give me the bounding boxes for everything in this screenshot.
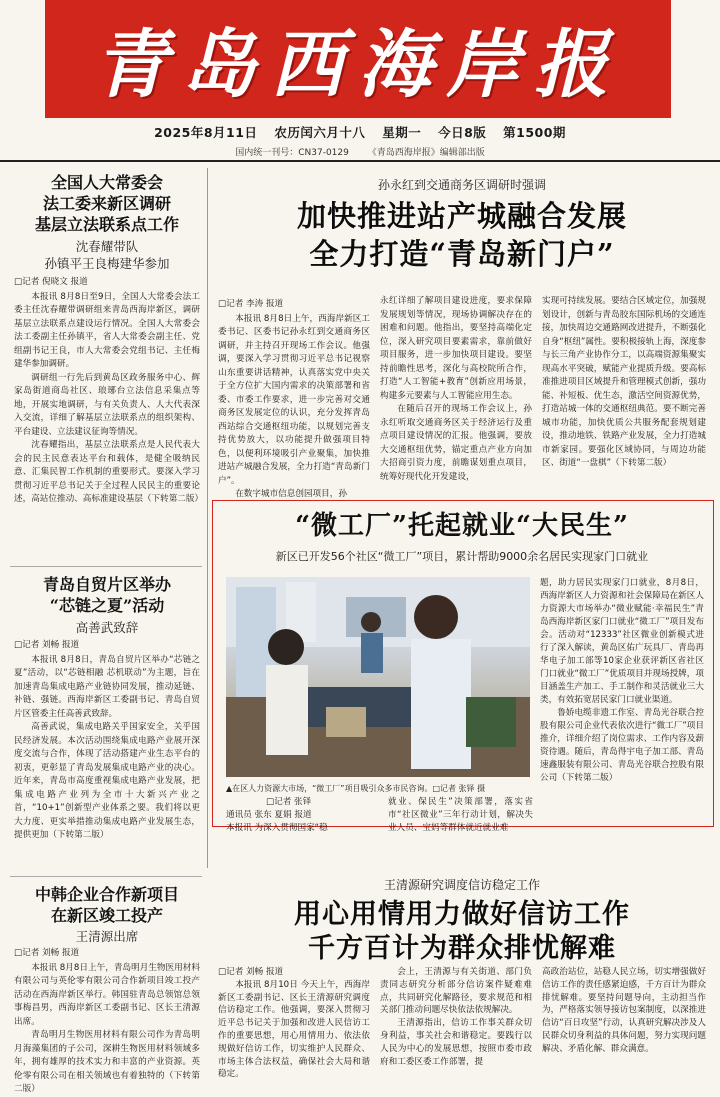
box-subheadline: 新区已开发56个社区“微工厂”项目，累计帮助9000余名居民实现家门口就业 [275, 550, 649, 563]
byline: □记者 李涛 报道 [218, 299, 284, 309]
paragraph: 本报讯 8月8日上午，青岛明月生物医用材料有限公司与英伦零有限公司合作新项目竣工投产活动在西海岸新区举行。韩国驻青岛总领馆总领事梅昌男，西海岸新区工委副书记、区长王清源出席。 [14, 962, 200, 1027]
bottom-headline: 用心用情用力做好信访工作 [294, 899, 630, 930]
publisher: 《青岛西海岸报》编辑部出版 [367, 148, 485, 158]
byline: □记者 刘畅 报道 [14, 948, 80, 958]
lead-column-1 [218, 295, 370, 502]
paragraph: 本报讯 8月8日，青岛自贸片区举办“芯链之夏”活动，以“芯链相融 芯机联动”为主题，旨在加速青岛集成电路产业链协同发展，推动延链、补链、强链。西海岸新区工委副书记、青岛自贸片区管委主任高善武致辞。 [14, 654, 200, 719]
paragraph: 王清源指出，信访工作事关群众切身利益，事关社会和谐稳定。要践行以人民为中心的发展思想，按照市委市政府和工委区委工作部署，提 [380, 1018, 532, 1067]
headline: 在新区竣工投产 [50, 906, 163, 925]
issue-date: 2025年8月11日 [154, 125, 258, 140]
paragraph: 本报讯 8月10日 今天上午，西海岸新区工委副书记、区长王清源研究调度信访稳定工作。他强调，要深入贯彻习近平总书记关于加强和改进人民信访工作的重要思想，用心用情用力、依法依规做好信访工作，切实维护人民群众、市场主体合法权益，确保社会大局和谐稳定。 [218, 979, 370, 1080]
header-rule [0, 160, 720, 162]
left-story-ftz [14, 574, 200, 843]
lead-column-3 [542, 295, 706, 471]
issue-number: 第1500期 [503, 125, 566, 140]
credit-correspondent: 通讯员 张东 夏娟 报道 [226, 810, 312, 820]
byline: □记者 倪晓文 报道 [14, 277, 88, 287]
paragraph: 青岛明月生物医用材料有限公司作为青岛明月海藻集团的子公司，深耕生物医用材料领域多年，拥有雄厚的技术实力和丰富的产业资源。英伦零有限公司在相关领域也有着独特的（下转第二版） [14, 1030, 200, 1094]
dateline [0, 123, 720, 141]
box-credits [226, 796, 382, 835]
paragraph: 在数字城市信息创园项目，孙 [235, 489, 347, 499]
lead-story-header [212, 176, 712, 273]
story-divider [10, 566, 202, 567]
weekday: 星期一 [382, 125, 422, 140]
box-headline: “微工厂”托起就业“大民生” [295, 511, 629, 541]
lead-headline: 全力打造“青岛新门户” [309, 237, 615, 271]
paragraph: 调研组一行先后到黄岛区政务服务中心、辉家岛街道商岛社区、琅琊台立法信息采集点等地，开展实地调研，与有关负责人、人大代表深入交流，详细了解基层立法联系点的组织架构、平台建设、立法建议征询等情况。 [14, 372, 200, 437]
column-divider [207, 168, 208, 868]
bottom-kicker: 王清源研究调度信访稳定工作 [383, 878, 540, 892]
paragraph: 题，助力居民实现家门口就业，8月8日，西海岸新区人力资源和社会保障局在新区人力资源大市场举办“微业赋能·幸福民生”青岛西海岸新区家门口就业“微工厂”项目发布会。活动对“12333”社区微业创新模式进行了深入解读，黄岛区佑广玩具厂、青岛再华电子加工部等10家企业获评新区省社区门口就业“微工厂”优质项目并现场授牌，项目涵盖生产加工、手工制作和灵活就业三大类，有效拓宽居民家门口就业渠道。 [540, 578, 704, 705]
lead-column-2 [380, 295, 532, 484]
paragraph: 本报讯 8月8日上午，西海岸新区工委书记、区委书记孙永红到交通商务区调研，并主持召开现场工作会议。他强调，要深入学习贯彻习近平总书记视察山东重要讲话精神，认真落实党中央关于全方位扩大国内需求的决策部署和省委、市委工作要求，进一步完善对交通商务区发展定位的认识，充分发挥青岛西站综合交通枢纽功能，以规划完善支持优势放大，以功能提升做强项目特色，以便利环境吸引产业聚集，加快推进站产城融合发展，全力打造“青岛新门户”。 [218, 313, 370, 486]
lead-kicker: 孙永红到交通商务区调研时强调 [377, 178, 546, 192]
box-column-mid [388, 796, 533, 835]
photo-caption: ▲在区人力资源大市场，“微工厂”项目吸引众多市民咨询。□记者 张铎 摄 [226, 784, 486, 793]
masthead [45, 0, 671, 118]
byline: □记者 刘畅 报道 [218, 967, 284, 977]
subheadline: 孙镇平王良梅建华参加 [44, 256, 170, 271]
page-count: 今日8版 [438, 125, 487, 140]
paragraph: 本报讯 8月8日至9日，全国人大常委会法工委主任沈春耀带调研组来青岛西海岸新区，调研基层立法联系点建设运行情况。全国人大常委会法工委副主任孙镇平，省人大常委会副主任、党组副书记王良，市人大常委会党组书记、主任梅建华参加调研。 [14, 291, 200, 369]
paragraph: 永红详细了解项目建设进度，要求保障发展规划等情况，现场协调解决存在的困难和问题。他指出，要坚持高端化定位，深入研究项目要素需求，靠前做好项目服务，进一步加快项目建设。要坚持前瞻性思考，深化与高校院所合作，打造“人工智能+教育”创新应用场景，构建多元要素与人工智能应用生态。 [380, 296, 532, 401]
subline [0, 145, 720, 158]
registration-number: 国内统一刊号：CN37-0129 [235, 148, 349, 158]
bottom-headline: 千方百计为群众排忧解难 [308, 933, 616, 964]
paragraph: 沈春耀指出，基层立法联系点是人民代表大会的民主民意表达平台和载体，是健全吸纳民意、汇集民智工作机制的重要形式。要深入学习贯彻习近平总书记关于全过程人民民主的重要论述，高站位推动、高标准建设基层（下转第二版） [14, 440, 204, 504]
paragraph: 实现可持续发展。要结合区域定位，加强规划设计，创新与青岛胶东国际机场的交通连接，加快周边交通路网改进提升，不断强化自身“枢纽”属性。要积极接轨上海，深度参与长三角产业协作分工，以高端资源集聚实现高水平突破，赋能产业提质升级。要高标准推进项目区域提升和管理模式创新，强功能、补短板、优生态，激活空间资源优势，打造站城一体的交通枢纽典范。要不断完善城市功能，加快优质公共服务配套规划建设，推动地铁、铁路产业发展，全力打造城市新家园。要强化区域协同，与周边功能区、街道“一盘棋”（下转第二版） [542, 296, 706, 468]
left-story-sino-korea [14, 884, 200, 1097]
headline: 中韩企业合作新项目 [34, 885, 179, 904]
headline: 全国人大常委会 [50, 173, 163, 192]
paragraph: 在随后召开的现场工作会议上，孙永红听取交通商务区关于经济运行及重点项目建设情况的汇报。他强调，要放大交通枢纽优势，锚定重点产业方向加大招商引资力度，前瞻谋划重点项目，统筹好现代化开发建设， [380, 404, 532, 482]
masthead-title: 青岛西海岸报 [94, 22, 622, 108]
bottom-column-2 [380, 966, 532, 1068]
paragraph: 鲁娇电缆非遗工作室、青岛光谷联合控股有限公司企业代表依次进行“微工厂”项目推介，详细介绍了岗位需求、工作内容及薪资待遇。随后，青岛得宇电子加工部、青岛速鑫服装有限公司、青岛光谷联合控股有限公司（下转第二版） [540, 708, 704, 783]
left-story-npc [14, 172, 204, 507]
paragraph: 就业、保民生”决策部署，落实省市“社区微业”三年行动计划，解决失业人员、宝妈等群体就近就业难 [388, 797, 533, 833]
paragraph: 高政治站位，站稳人民立场，切实增强做好信访工作的责任感紧迫感，千方百计为群众排忧解难。要坚持问题导向，主动担当作为，严格落实领导接访包案制度，以深推进信访“百日攻坚”行动，认真研究解决涉及人民群众切身利益的具体问题，努力实现问题解决、矛盾化解、群众满意。 [542, 967, 706, 1054]
box-column-right [540, 577, 704, 785]
paragraph: 会上，王清源与有关街道、部门负责同志研究分析部分信访案件疑难难点，共同研究化解路径，要求规范和相关部门推动问题尽快依法依规解决。 [380, 967, 532, 1016]
bottom-column-3 [542, 966, 706, 1056]
credit-lede: 本报讯 为深入贯彻国家“稳 [226, 823, 328, 833]
box-header [212, 505, 712, 564]
paragraph: 高善武说，集成电路关乎国家安全，关乎国民经济发展。本次活动围绕集成电路产业展开深度交流与合作，体现了活动搭建产业生态平台的初衷，更彰显了青岛发展集成电路产业的决心。近年来，青岛市高度重视集成电路产业发展，把集成电路产业列为全市十大新兴产业之首，“10+1”创新型产业体系之要。我们将以更大力度、更实举措推动集成电路产业发展生态，提供更加（下转第二版） [14, 722, 200, 840]
headline: 基层立法联系点工作 [34, 215, 179, 234]
headline: “芯链之夏”活动 [49, 596, 165, 615]
subheadline: 高善武致辞 [75, 620, 139, 635]
news-photo [226, 577, 530, 777]
headline: 青岛自贸片区举办 [42, 575, 171, 594]
lead-headline: 加快推进站产城融合发展 [296, 199, 627, 233]
story-divider [10, 876, 202, 877]
subheadline: 沈春耀带队 [75, 239, 139, 254]
bottom-column-1 [218, 966, 370, 1081]
lunar-date: 农历闰六月十八 [274, 125, 366, 140]
subheadline: 王清源出席 [75, 929, 139, 944]
headline: 法工委来新区调研 [42, 194, 171, 213]
bottom-story-header [212, 876, 712, 966]
photo-illustration [226, 577, 530, 777]
credit-reporter: □记者 张铎 [266, 797, 312, 807]
byline: □记者 刘畅 报道 [14, 640, 80, 650]
